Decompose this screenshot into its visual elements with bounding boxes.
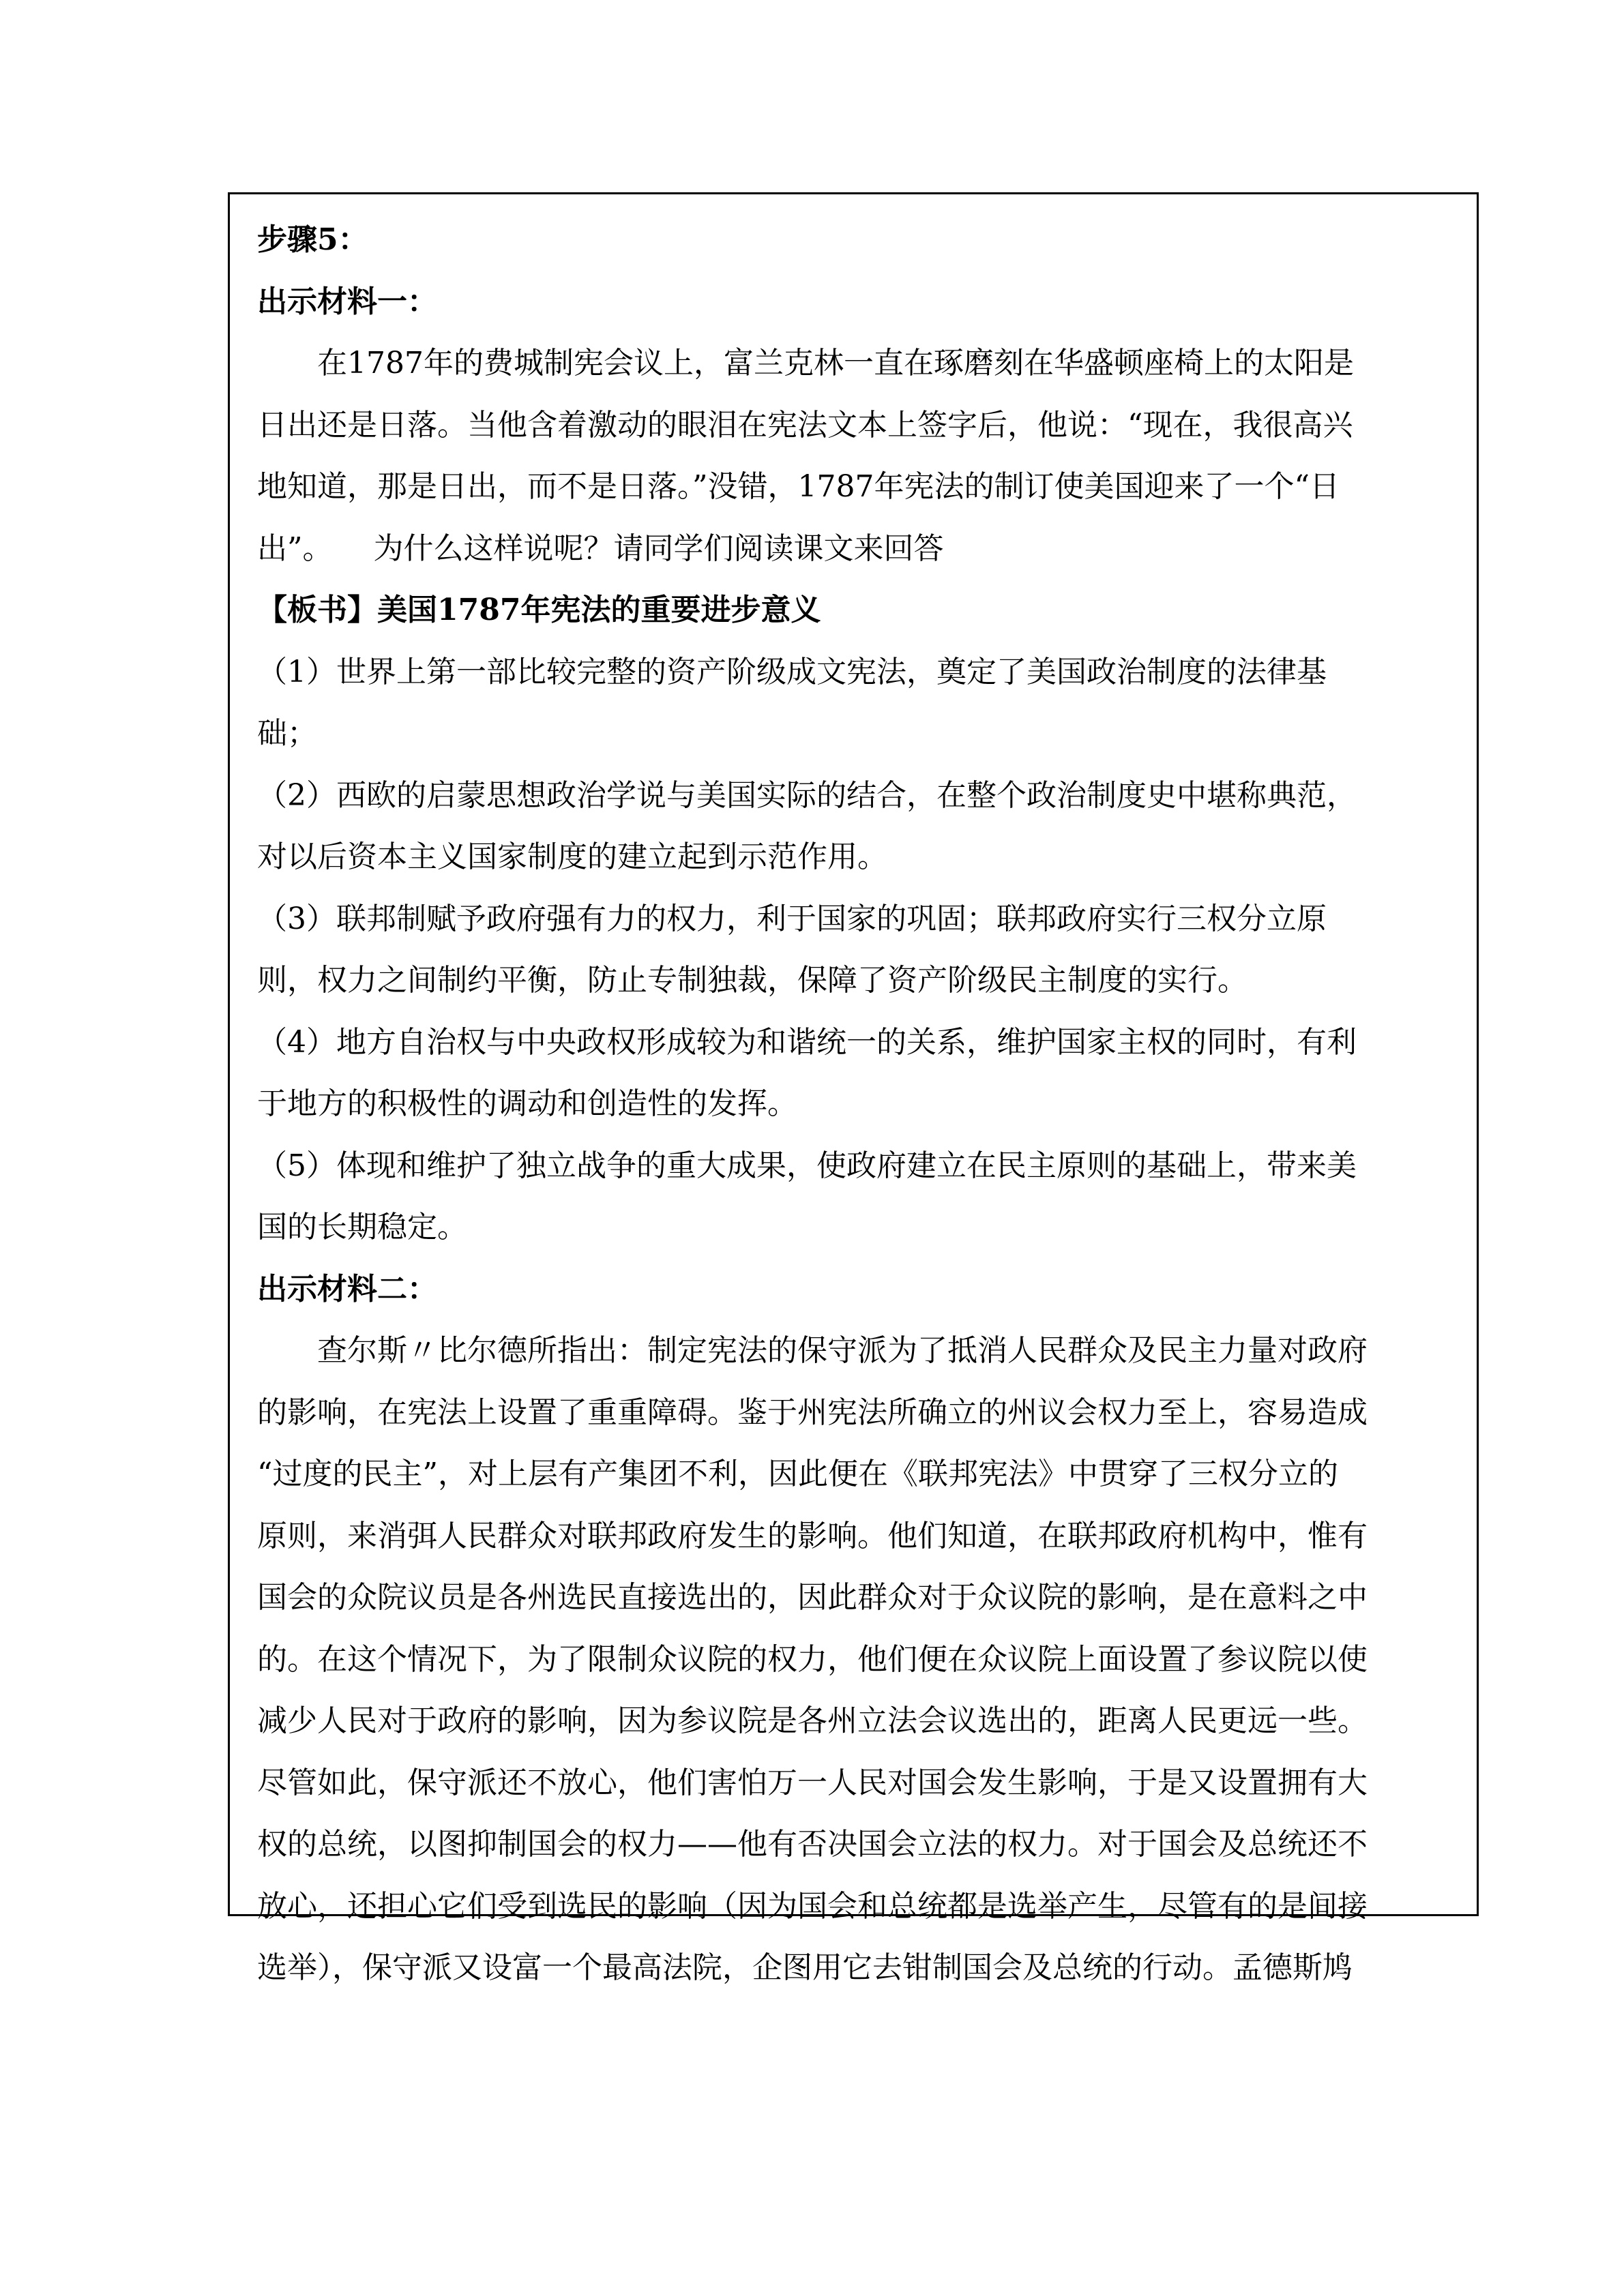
board-point: （1）世界上第一部比较完整的资产阶级成文宪法，奠定了美国政治制度的法律基 [257,654,1327,689]
board-point: （4）地方自治权与中央政权形成较为和谐统一的关系，维护国家主权的同时，有利 [257,1024,1357,1060]
board-point: 础； [257,716,317,751]
board-title: 美国1787年宪法的重要进步意义 [377,593,821,627]
board-point: 对以后资本主义国家制度的建立起到示范作用。 [257,839,887,874]
material-one-line: 地知道，那是日出，而不是日落。”没错，1787年宪法的制订使美国迎来了一个“日 [257,469,1340,504]
lesson-table-cell [228,192,1479,1985]
material-two-line: 原则，来消弭人民群众对联邦政府发生的影响。他们知道，在联邦政府机构中，惟有 [257,1518,1368,1553]
material-one-line: 日出还是日落。当他含着激动的眼泪在宪法文本上签字后，他说：“现在，我很高兴 [257,407,1353,443]
board-point: 国的长期稳定。 [257,1210,467,1244]
board-point: （5）体现和维护了独立战争的重大成果，使政府建立在民主原则的基础上，带来美 [257,1148,1357,1183]
board-point: （3）联邦制赋予政府强有力的权力，利于国家的巩固；联邦政府实行三权分立原 [257,901,1327,936]
material-two-line: 选举），保守派又设富一个最高法院，企图用它去钳制国会及总统的行动。孟德斯鸠 [257,1950,1353,1985]
material-one-question: 为什么这样说呢？请同学们阅读课文来回答 [373,531,944,566]
material-two-line: “过度的民主”，对上层有产集团不利，因此便在《联邦宪法》中贯穿了三权分立的 [257,1457,1338,1491]
material-two-line: 权的总统，以图抑制国会的权力——他有否决国会立法的权力。对于国会及总统还不 [257,1827,1368,1862]
material-two-line: 的影响，在宪法上设置了重重障碍。鉴于州宪法所确立的州议会权力至上，容易造成 [257,1395,1368,1430]
board-tag: 【板书】 [257,593,377,627]
board-heading [257,580,1459,642]
board-point: 则，权力之间制约平衡，防止专制独裁，保障了资产阶级民主制度的实行。 [257,963,1247,998]
material-two-line: 查尔斯〃比尔德所指出：制定宪法的保守派为了抵消人民群众及民主力量对政府 [317,1333,1368,1368]
material-two-line: 尽管如此，保守派还不放心，他们害怕万一人民对国会发生影响，于是又设置拥有大 [257,1765,1368,1800]
step-title: 步骤5： [257,222,368,257]
material-one-text: 出”。 [257,531,333,566]
material-one-line: 在1787年的费城制宪会议上，富兰克林一直在琢磨刻在华盛顿座椅上的太阳是 [317,346,1354,381]
board-point: （2）西欧的启蒙思想政治学说与美国实际的结合，在整个政治制度史中堪称典范， [257,777,1357,813]
material-two-line: 减少人民对于政府的影响，因为参议院是各州立法会议选出的，距离人民更远一些。 [257,1703,1368,1738]
board-point: 于地方的积极性的调动和创造性的发挥。 [257,1086,797,1121]
material-one-line [257,518,1459,580]
material-two-line: 放心，还担心它们受到选民的影响（因为国会和总统都是选举产生，尽管有的是间接 [257,1888,1368,1924]
material-two-line: 的。在这个情况下，为了限制众议院的权力，他们便在众议院上面设置了参议院以使 [257,1641,1368,1677]
material-two-heading: 出示材料二： [257,1271,437,1307]
material-two-line: 国会的众院议员是各州选民直接选出的，因此群众对于众议院的影响，是在意料之中 [257,1580,1368,1615]
material-one-heading: 出示材料一： [257,284,437,319]
